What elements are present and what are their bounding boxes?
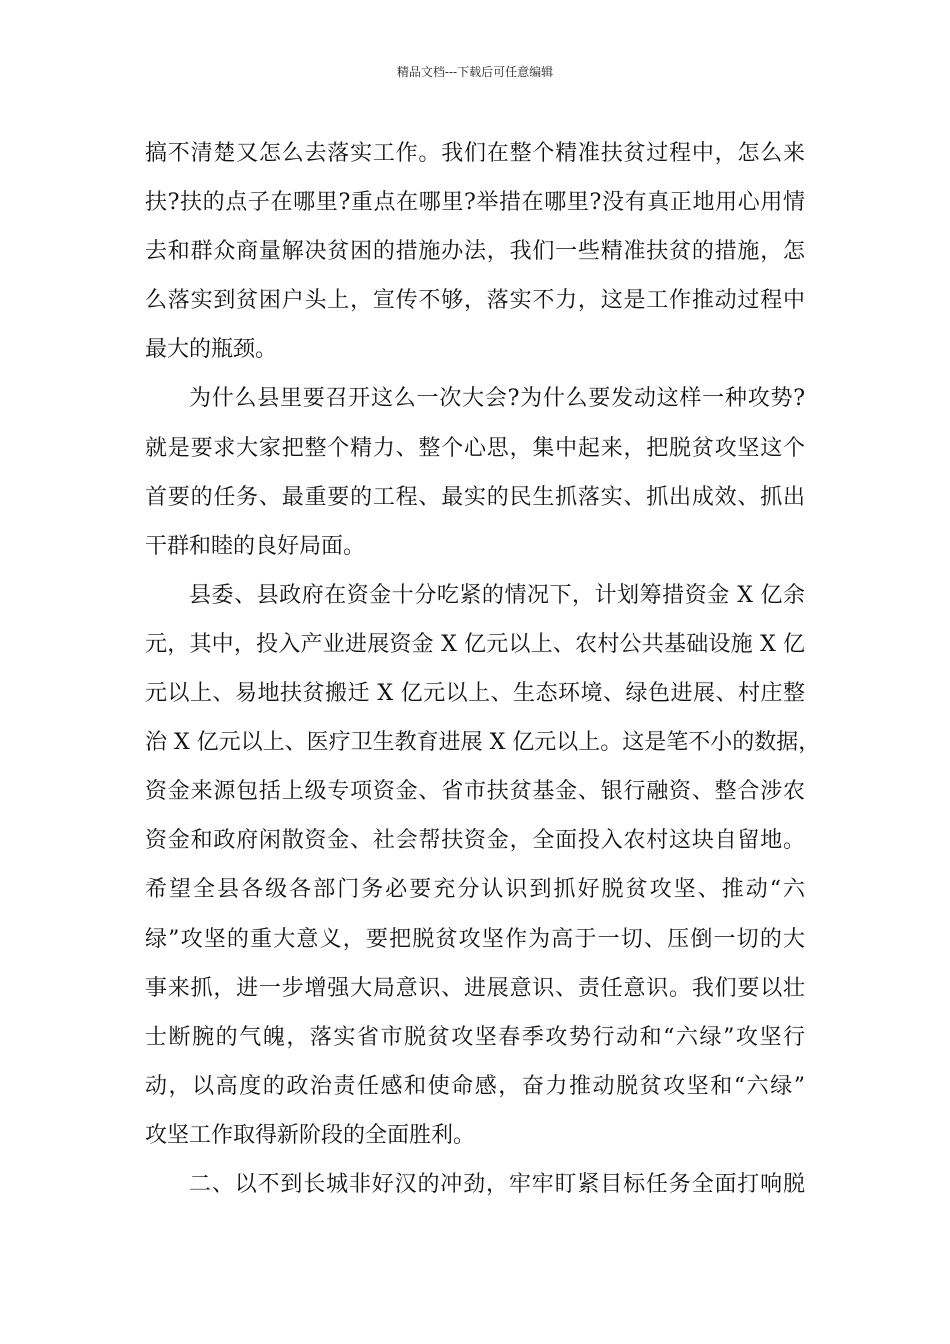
- text-line: 攻坚工作取得新阶段的全面胜利。: [145, 1122, 476, 1148]
- paragraph: [145, 1160, 805, 1209]
- text-line: 县委、县政府在资金十分吃紧的情况下，计划筹措资金 X 亿余: [189, 582, 805, 608]
- paragraph: [145, 571, 821, 1160]
- text-line: 么落实到贫困户头上，宣传不够，落实不力，这是工作推动过程中: [145, 288, 805, 314]
- text-line: 元，其中，投入产业进展资金 X 亿元以上、农村公共基础设施 X 亿: [145, 631, 805, 657]
- text-line: 元以上、易地扶贫搬迁 X 亿元以上、生态环境、绿色进展、村庄整: [145, 681, 805, 707]
- text-line: 动，以高度的政治责任感和使命感，奋力推动脱贫攻坚和“六绿”: [145, 1073, 805, 1099]
- page-header: 精品文档---下载后可任意编辑: [396, 65, 554, 79]
- text-line: 治 X 亿元以上、医疗卫生教育进展 X 亿元以上。这是笔不小的数据，: [145, 730, 821, 756]
- text-line: 事来抓，进一步增强大局意识、进展意识、责任意识。我们要以壮: [145, 975, 805, 1001]
- document-body: [145, 129, 821, 1209]
- text-line: 士断腕的气魄，落实省市脱贫攻坚春季攻势行动和“六绿”攻坚行: [145, 1024, 805, 1050]
- text-line: 首要的任务、最重要的工程、最实的民生抓落实、抓出成效、抓出: [145, 484, 805, 510]
- text-line: 为什么县里要召开这么一次大会?为什么要发动这样一种攻势?: [189, 386, 805, 412]
- text-line: 去和群众商量解决贫困的措施办法，我们一些精准扶贫的措施，怎: [145, 239, 805, 265]
- text-line: 搞不清楚又怎么去落实工作。我们在整个精准扶贫过程中，怎么来: [145, 141, 805, 166]
- paragraph: [145, 374, 805, 570]
- text-line: 资金来源包括上级专项资金、省市扶贫基金、银行融资、整合涉农: [145, 779, 805, 805]
- text-line: 资金和政府闲散资金、社会帮扶资金，全面投入农村这块自留地。: [145, 828, 805, 854]
- text-line: 就是要求大家把整个精力、整个心思，集中起来，把脱贫攻坚这个: [145, 435, 805, 461]
- paragraph: [145, 129, 805, 374]
- text-line: 绿”攻坚的重大意义，要把脱贫攻坚作为高于一切、压倒一切的大: [145, 926, 805, 952]
- text-line: 希望全县各级各部门务必要充分认识到抓好脱贫攻坚、推动“六: [145, 877, 805, 903]
- text-line: 二、以不到长城非好汉的冲劲，牢牢盯紧目标任务全面打响脱: [189, 1171, 805, 1197]
- text-line: 最大的瓶颈。: [145, 337, 278, 363]
- text-line: 扶?扶的点子在哪里?重点在哪里?举措在哪里?没有真正地用心用情: [145, 190, 805, 216]
- text-line: 干群和睦的良好局面。: [145, 533, 366, 559]
